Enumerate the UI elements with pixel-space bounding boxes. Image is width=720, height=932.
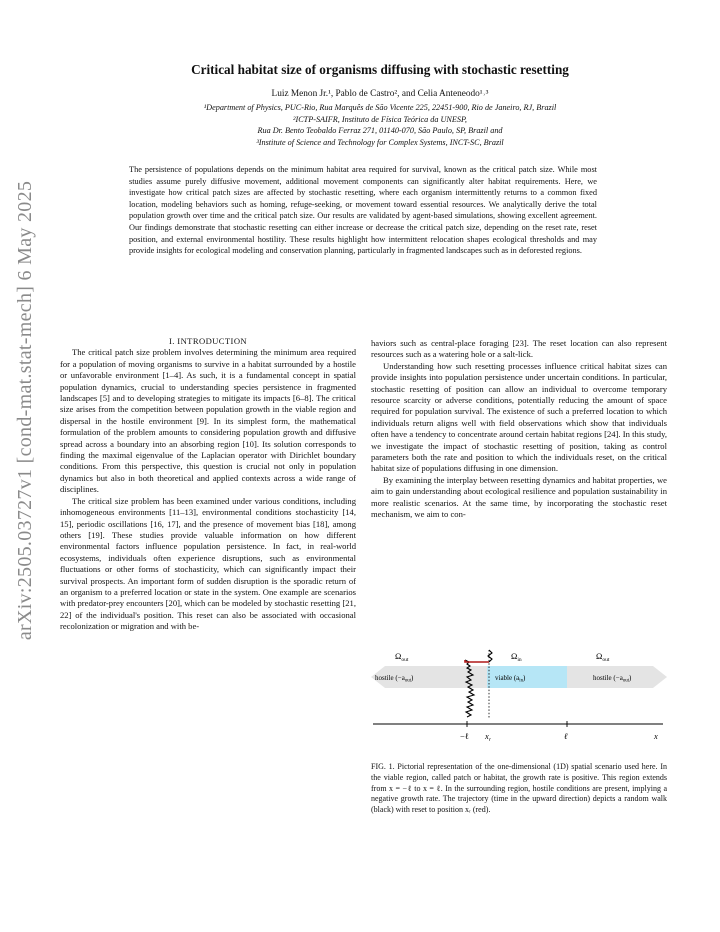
- figure-1-diagram: [371, 640, 667, 750]
- viable-label: viable $(a_{in})$: [495, 674, 526, 684]
- affiliation-2-address: Rua Dr. Bento Teobaldo Ferraz 271, 01140-070, São Paulo, SP, Brazil and: [257, 126, 503, 135]
- hostile-left-label: hostile $(-a_{out})$: [375, 674, 414, 684]
- intro-paragraph-3: haviors such as central-place foraging [23]. The reset location can also represent resources such as a watering hole or a salt-lick.: [371, 338, 667, 360]
- intro-paragraph-5: By examining the interplay between resetting dynamics and habitat properties, we aim to gain understanding about ecological resilience and population sustainability in more realistic scenarios. At the same time, by incorporating the stochastic reset mechanism, we aim to con-: [371, 474, 667, 520]
- left-column: [60, 336, 356, 633]
- intro-paragraph-1: The critical patch size problem involves determining the minimum area required for a population of moving organisms to survive in a habitat surrounded by a hostile or unfavorable environment [1–4]. As such, it is a fundamental concept in spatial population dynamics, crucial to understanding species persistence in fragmented landscapes [5] and to developing strategies to mitigate its impacts [6–8]. The critical size arises from the competition between population growth in the viable region and dispersal in the hostile environment [9]. In its simplest form, the mathematical formulation of the problem amounts to considering population growth and diffusive spread across a boundary into an absorbing region [10]. Its solution corresponds to finding the maximal eigenvalue of the Laplacian operator with Dirichlet boundary conditions. From this perspective, this question is crucial not only in population dynamics but also in both theoretical and applied contexts across a wide range of disciplines.: [60, 347, 356, 495]
- omega-out-right-label: $\Omega_{out}$: [596, 651, 610, 663]
- right-column: [371, 338, 667, 521]
- paper-title: Critical habitat size of organisms diffusing with stochastic resetting: [191, 62, 569, 77]
- arxiv-identifier: arXiv:2505.03727v1 [cond-mat.stat-mech] 6 May 2025: [14, 180, 37, 640]
- intro-paragraph-2: The critical size problem has been examined under various conditions, including inhomogeneous environments [11–13], environmental conditions stochasticity [14, 15], periodic oscillations [16, 17], and the presence of movement bias [18], among others [19]. These studies provide valuable information on how different environmental factors influence population persistence. In fact, in real-world ecosystems, individuals often experience disruptions, such as environmental fluctuations or other forms of stochasticity, which can significantly impact their survival prospects. An important form of sudden disruption is the sporadic return of an organism to a preferred location or state in the system. One example are scenarios with predator-prey encounters [20], which can be modeled by stochastic resetting [21, 22] of the individual's position. This reset can also be associated with occasional recolonization or migration and with be-: [60, 495, 356, 632]
- affiliation-1: ¹Department of Physics, PUC-Rio, Rua Marquês de São Vicente 225, 22451-900, Rio de Janeiro, RJ, Brazil: [203, 103, 557, 112]
- tick-label-xr: $x_r$: [485, 731, 491, 743]
- figure-1-caption: FIG. 1. Pictorial representation of the one-dimensional (1D) spatial scenario used here. In the viable region, called patch or habitat, the growth rate is positive. This region extends from x = −ℓ to x = ℓ. In the surrounding region, hostile conditions are present, implying a negative growth rate. The trajectory (time in the upward direction) depicts a random walk (black) with reset to position xᵣ (red).: [371, 762, 667, 815]
- affiliations: [60, 102, 700, 148]
- figure-1: [371, 640, 667, 750]
- arxiv-sidebar: [6, 150, 46, 670]
- affiliation-2: ²ICTP-SAIFR, Instituto de Física Teórica da UNESP,: [293, 114, 467, 124]
- section-heading-introduction: I. INTRODUCTION: [168, 336, 248, 346]
- axis-label-x: x: [654, 731, 658, 741]
- abstract: The persistence of populations depends on the minimum habitat area required for survival, known as the critical patch size. While most studies assume purely diffusive movement, additional movement components can significantly alter habitat requirements. Here, we investigate how critical patch sizes are affected by stochastic resetting, where each organism intermittently returns to a common fixed location, modeling behaviors such as homing, refuge-seeking, or movement toward essential resources. We analytically derive the total population growth over time and the critical patch size. Our results are validated by agent-based simulations, showing excellent agreement. Our findings demonstrate that stochastic resetting can either increase or decrease the critical patch size, depending on the reset rate, reset position, and external environmental hostility. These results highlight how intermittent relocation shapes ecological thresholds and may provide insights for ecological modeling and conservation planning, particularly in fragmented landscapes such as in deforested regions.: [129, 165, 597, 256]
- affiliation-3: ³Institute of Science and Technology for Complex Systems, INCT-SC, Brazil: [256, 137, 504, 147]
- intro-paragraph-4: Understanding how such resetting processes influence critical habitat sizes can provide insights into population persistence under uncertain conditions. In particular, stochastic resetting of position can allow an individual to overcome temporary resource scarcity or adverse conditions, potentially reducing the amount of space required for population survival. The existence of such a preferred location to which individuals return aligns well with field observations which show that individuals often have a tendency to concentrate around certain habitat regions [24]. In this study, we investigate the impact of stochastic resetting of position, taking as control parameters both the rate and position to which the individuals reset, on the critical habitat size of populations diffusing in one dimension.: [371, 360, 667, 474]
- tick-label-l: ℓ: [564, 731, 568, 741]
- paper-authors: Luiz Menon Jr.¹, Pablo de Castro², and Celia Anteneodo¹˒³: [271, 89, 489, 99]
- tick-label-neg-l: −ℓ: [460, 731, 469, 741]
- omega-out-left-label: $\Omega_{out}$: [395, 651, 409, 663]
- omega-in-label: $\Omega_{in}$: [511, 651, 522, 663]
- hostile-right-label: hostile $(-a_{out})$: [593, 674, 632, 684]
- reset-jump: [465, 660, 489, 662]
